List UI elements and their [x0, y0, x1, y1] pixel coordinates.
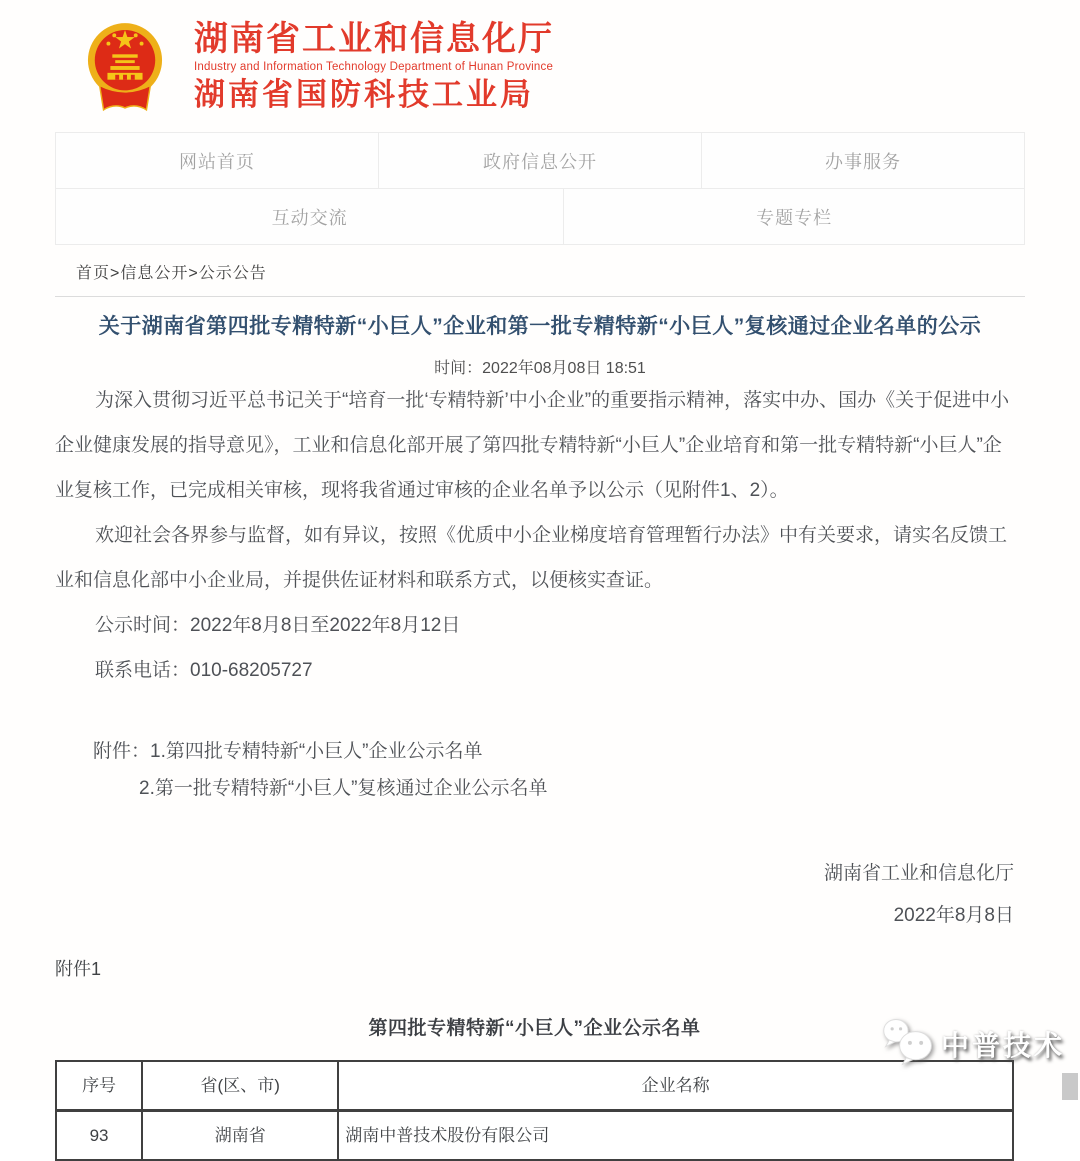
- signature-org: 湖南省工业和信息化厅: [823, 863, 1014, 884]
- attachments-list: [93, 733, 1014, 807]
- breadcrumb-bar: [55, 245, 1025, 297]
- cell-province: 湖南省: [142, 1111, 338, 1161]
- signature-date: 2022年8月8日: [893, 905, 1014, 926]
- col-header-company: 企业名称: [338, 1061, 1013, 1111]
- nav-item-interaction[interactable]: 互动交流: [55, 188, 564, 245]
- site-subtitle-cn: 湖南省国防科技工业局: [194, 77, 534, 113]
- nav-row-1: [55, 132, 1025, 189]
- site-title-cn: 湖南省工业和信息化厅: [194, 19, 554, 58]
- cell-no: 93: [56, 1111, 142, 1161]
- col-header-no: 序号: [56, 1061, 142, 1111]
- cell-company: 湖南中普技术股份有限公司: [338, 1111, 1013, 1161]
- nav-item-gov-info[interactable]: 政府信息公开: [379, 132, 702, 189]
- paragraph: 欢迎社会各界参与监督，如有异议，按照《优质中小企业梯度培育管理暂行办法》中有关要求，请实名反馈工业和信息化部中小企业局，并提供佐证材料和联系方式，以便核实查证。: [55, 525, 1008, 591]
- col-header-province: 省(区、市): [142, 1061, 338, 1111]
- table-title: 第四批专精特新“小巨人”企业公示名单: [368, 1018, 701, 1039]
- table-row: [56, 1111, 1013, 1161]
- watermark-text: 中普技术: [941, 1029, 1066, 1061]
- publicity-period: 公示时间：2022年8月8日至2022年8月12日: [95, 615, 461, 636]
- main-nav: [55, 132, 1025, 245]
- nav-item-special-columns[interactable]: 专题专栏: [564, 188, 1025, 245]
- contact-phone: 联系电话：010-68205727: [95, 660, 313, 681]
- site-titles: [194, 21, 554, 112]
- national-emblem-icon: [86, 17, 164, 117]
- nav-item-home[interactable]: 网站首页: [55, 132, 379, 189]
- nav-item-services[interactable]: 办事服务: [702, 132, 1025, 189]
- page-title: 关于湖南省第四批专精特新“小巨人”企业和第一批专精特新“小巨人”复核通过企业名单的公示: [98, 315, 982, 338]
- enterprise-table: [55, 1060, 1014, 1161]
- appendix-label: 附件1: [55, 959, 102, 979]
- article-body: [55, 378, 1014, 1161]
- attachment-item-1: 附件：1.第四批专精特新“小巨人”企业公示名单: [93, 741, 483, 762]
- corner-chip: [1062, 1073, 1078, 1100]
- paragraph: 为深入贯彻习近平总书记关于“培育一批‘专精特新’中小企业”的重要指示精神，落实中办、国办《关于促进中小企业健康发展的指导意见》，工业和信息化部开展了第四批专精特新“小巨人”企业培育和第一批专精特新“小巨人”企业复核工作，已完成相关审核，现将我省通过审核的企业名单予以公示（见附件1、2）。: [55, 390, 1010, 501]
- site-title-en: Industry and Information Technology Department of Hunan Province: [194, 61, 554, 74]
- publish-time: 时间：2022年08月08日 18:51: [434, 360, 646, 377]
- table-header-row: [56, 1061, 1013, 1111]
- site-header: [0, 0, 1080, 128]
- attachment-item-2: 2.第一批专精特新“小巨人”复核通过企业公示名单: [139, 778, 548, 799]
- breadcrumb[interactable]: 首页>信息公开>公示公告: [76, 265, 267, 282]
- nav-row-2: [55, 188, 1025, 245]
- signature-block: [55, 853, 1014, 937]
